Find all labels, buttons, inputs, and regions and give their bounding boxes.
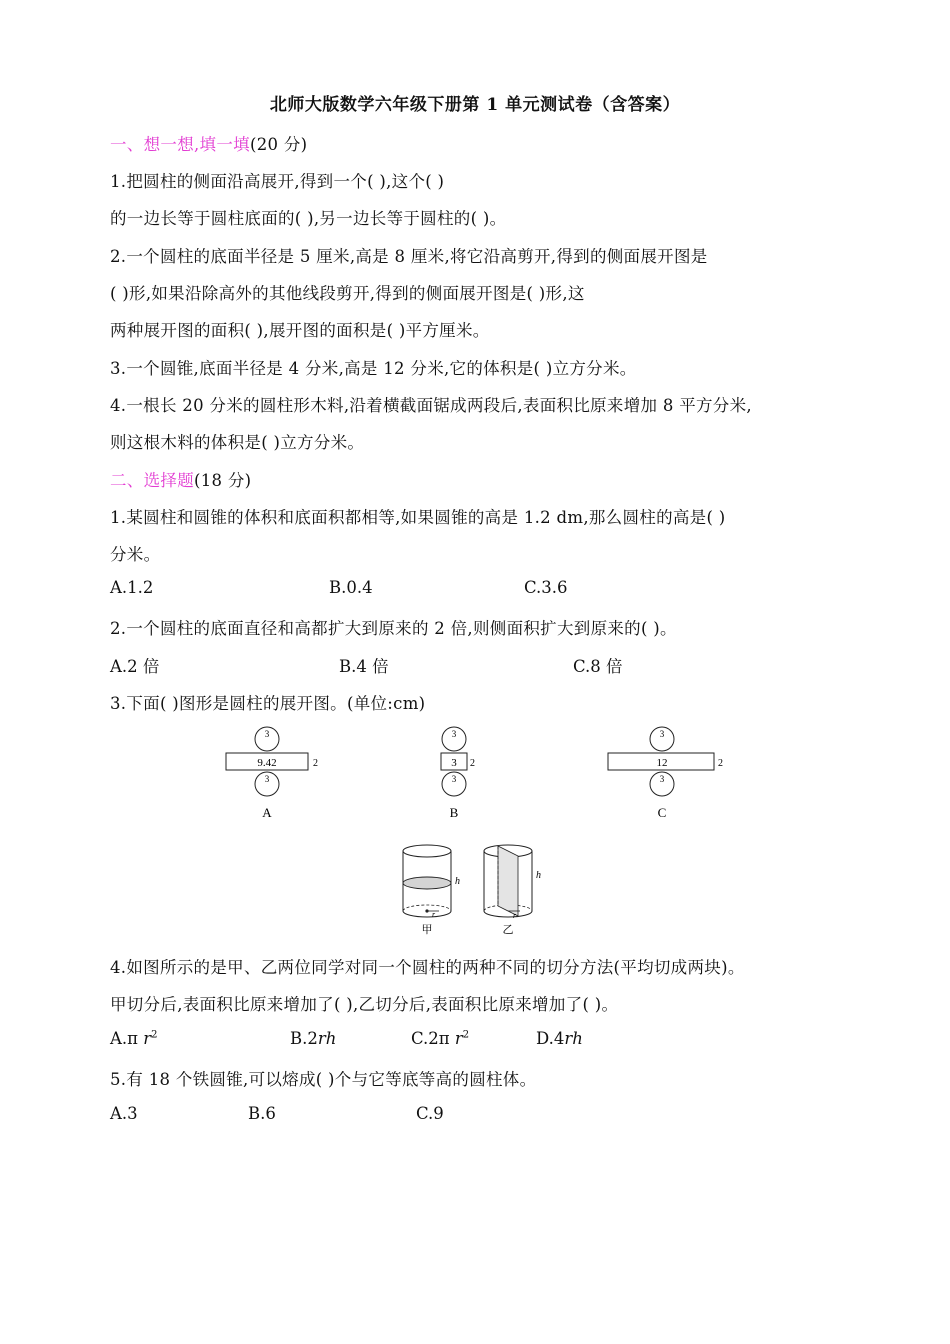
net-b-rect-label: 3 xyxy=(451,757,457,769)
net-figure-b xyxy=(430,723,490,823)
net-a-top-circle-label: 3 xyxy=(264,729,270,739)
net-c-rect-label: 12 xyxy=(656,757,668,769)
net-b-top-circle-label: 3 xyxy=(451,729,457,739)
q2-1-line1: 1.某圆柱和圆锥的体积和底面积都相等,如果圆锥的高是 1.2 dm,那么圆柱的高是( ) xyxy=(110,508,726,527)
q2-4-option-d: D.4rh xyxy=(536,1029,583,1048)
cylinder-jia-label: 甲 xyxy=(421,924,433,936)
net-a-label: A xyxy=(262,805,272,820)
q2-5-option-b: B.6 xyxy=(248,1104,276,1123)
cylinder-jia-h-label: h xyxy=(455,876,460,887)
cylinder-yi-label: 乙 xyxy=(502,924,514,936)
q1-2-line2: ( )形,如果沿除高外的其他线段剪开,得到的侧面展开图是( )形,这 xyxy=(110,284,585,303)
section-2-title: 二、选择题 xyxy=(110,471,194,490)
q2-5-line1: 5.有 18 个铁圆锥,可以熔成( )个与它等底等高的圆柱体。 xyxy=(110,1070,537,1089)
net-b-height-label: 2 xyxy=(470,758,475,769)
section-2-points: (18 分) xyxy=(194,471,252,490)
section-1-points: (20 分) xyxy=(249,135,308,154)
net-figure-c xyxy=(604,723,734,823)
net-b-bottom-circle-label: 3 xyxy=(451,774,457,784)
cylinder-yi-h-label: h xyxy=(536,870,541,881)
net-a-height-label: 2 xyxy=(313,758,318,769)
q2-1-option-c: C.3.6 xyxy=(524,578,568,597)
q1-4-line2: 则这根木料的体积是( )立方分米。 xyxy=(110,433,365,452)
q1-2-line1: 2.一个圆柱的底面半径是 5 厘米,高是 8 厘米,将它沿高剪开,得到的侧面展开图是 xyxy=(110,247,708,266)
q2-4-line1: 4.如图所示的是甲、乙两位同学对同一个圆柱的两种不同的切分方法(平均切成两块)。 xyxy=(110,958,745,977)
q2-2-line1: 2.一个圆柱的底面直径和高都扩大到原来的 2 倍,则侧面积扩大到原来的( )。 xyxy=(110,619,677,638)
q1-3-line1: 3.一个圆锥,底面半径是 4 分米,高是 12 分米,它的体积是( )立方分米。 xyxy=(110,359,637,378)
net-c-height-label: 2 xyxy=(718,758,723,769)
cylinder-jia-cut-plane xyxy=(403,877,451,889)
section-1-heading xyxy=(110,131,307,155)
cylinder-yi-r-label: r xyxy=(513,911,517,920)
q1-4-line1: 4.一根长 20 分米的圆柱形木料,沿着横截面锯成两段后,表面积比原来增加 8 平方分米, xyxy=(110,396,752,415)
q2-3-line1: 3.下面( )图形是圆柱的展开图。(单位:cm) xyxy=(110,694,426,713)
net-figure-a xyxy=(220,723,330,823)
net-c-top-circle-label: 3 xyxy=(659,729,665,739)
cylinder-jia-top xyxy=(403,845,451,857)
q2-4-option-b: B.2rh xyxy=(290,1029,337,1048)
cylinder-yi xyxy=(476,838,556,938)
q2-5-option-c: C.9 xyxy=(416,1104,444,1123)
q1-2-line3: 两种展开图的面积( ),展开图的面积是( )平方厘米。 xyxy=(110,321,490,340)
q2-5-option-a: A.3 xyxy=(110,1104,138,1123)
q2-2-option-b: B.4 倍 xyxy=(339,657,389,676)
page-title: 北师大版数学六年级下册第 1 单元测试卷（含答案） xyxy=(269,95,681,115)
q2-4-option-c: C.2π $r^2$ xyxy=(411,1029,470,1048)
net-c-bottom-circle-label: 3 xyxy=(659,774,665,784)
q2-2-option-c: C.8 倍 xyxy=(573,657,623,676)
cylinder-yi-cut-plane xyxy=(498,846,518,916)
q2-1-option-a: A.1.2 xyxy=(110,578,154,597)
section-2-heading xyxy=(110,467,251,491)
section-1-title: 一、想一想,填一填 xyxy=(110,135,250,154)
cylinder-jia xyxy=(395,838,475,938)
q2-4-line2: 甲切分后,表面积比原来增加了( ),乙切分后,表面积比原来增加了( )。 xyxy=(110,995,619,1014)
net-a-rect-label: 9.42 xyxy=(257,757,277,769)
q1-1-line1: 1.把圆柱的侧面沿高展开,得到一个( ),这个( ) xyxy=(110,172,445,191)
q2-4-option-a: A.π $r^2$ xyxy=(110,1029,158,1048)
q1-1-line2: 的一边长等于圆柱底面的( ),另一边长等于圆柱的( )。 xyxy=(110,209,507,228)
net-c-label: C xyxy=(657,805,667,820)
cylinder-jia-r-label: r xyxy=(432,910,436,919)
q2-1-line2: 分米。 xyxy=(110,545,161,564)
q2-2-option-a: A.2 倍 xyxy=(110,657,160,676)
net-a-bottom-circle-label: 3 xyxy=(264,774,270,784)
net-b-label: B xyxy=(449,805,459,820)
q2-1-option-b: B.0.4 xyxy=(329,578,373,597)
